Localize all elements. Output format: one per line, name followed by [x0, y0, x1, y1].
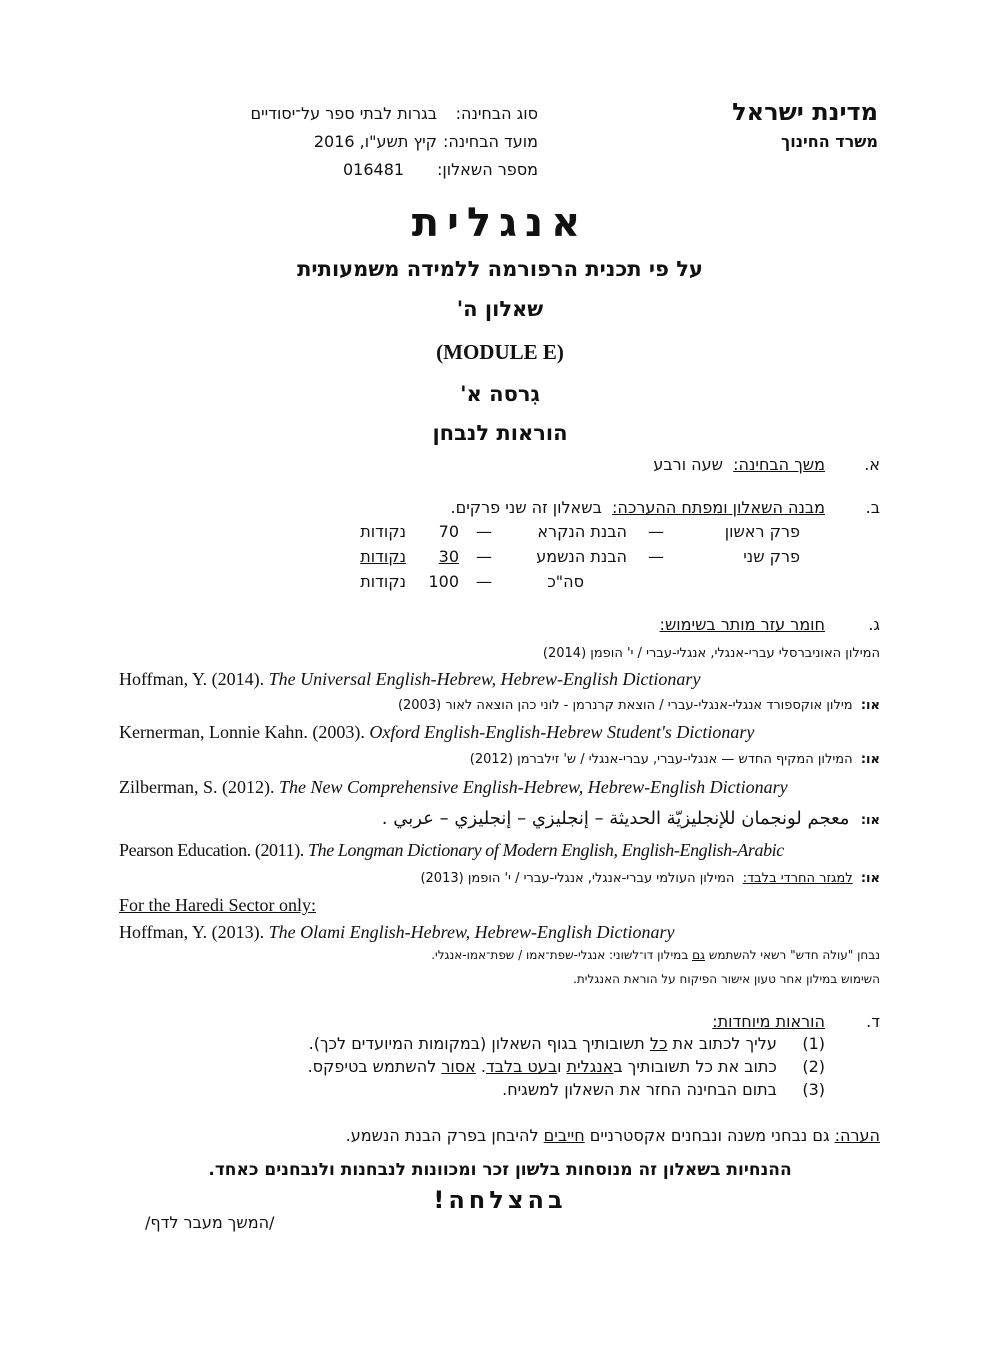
or-label: או: — [860, 871, 880, 886]
exam-type-value: בגרות לבתי ספר על־יסודיים — [250, 104, 437, 123]
dash: — — [648, 547, 664, 566]
dict-author: Hoffman, Y. (2014). — [119, 669, 265, 689]
points: 70 — [438, 522, 459, 541]
item-text: עליך לכתוב את — [667, 1034, 777, 1053]
points-unit: נקודות — [360, 547, 406, 566]
points-unit: נקודות — [360, 522, 406, 541]
part-desc: הבנת הנשמע — [536, 547, 627, 566]
dash: — — [648, 522, 664, 541]
list-item — [308, 1057, 825, 1076]
haredi-label: למגזר החרדי בלבד: — [742, 871, 853, 886]
note-text: נבחן "עולה חדש" רשאי להשתמש — [705, 948, 880, 962]
paper-title: שאלון ה' — [456, 297, 544, 321]
dict3-english — [119, 777, 788, 798]
dash: — — [476, 572, 492, 591]
item-emphasis: כל — [649, 1034, 668, 1053]
state-title: מדינת ישראל — [732, 98, 878, 126]
note-emphasis: חייבים — [543, 1126, 585, 1145]
part-desc: הבנת הנקרא — [537, 522, 627, 541]
item-text: . — [475, 1057, 487, 1076]
structure-label: מבנה השאלון ומפתח ההערכה: — [612, 498, 825, 517]
or-label: או: — [860, 813, 880, 828]
dict1-hebrew: המילון האוניברסלי עברי-אנגלי, אנגלי-עברי / י' הופמן (2014) — [542, 646, 880, 661]
duration-value: שעה ורבע — [653, 455, 723, 474]
dict-author: Kernerman, Lonnie Kahn. (2003). — [119, 722, 365, 742]
dict5-hebrew — [420, 871, 880, 886]
dict4-english — [119, 840, 784, 861]
section-b-letter: ב. — [865, 498, 880, 517]
points: 100 — [428, 572, 459, 591]
exam-date-value: קיץ תשע"ו, 2016 — [313, 132, 437, 151]
exam-date-label: מועד הבחינה: — [442, 132, 538, 151]
dict-author: Pearson Education. (2011). — [119, 840, 304, 860]
table-row — [0, 547, 1000, 573]
points-unit: נקודות — [360, 572, 406, 591]
dict3-hebrew — [470, 752, 880, 767]
or-label: או: — [860, 698, 880, 713]
part-name: פרק שני — [743, 547, 800, 566]
dict-author: Hoffman, Y. (2013). — [119, 922, 265, 942]
dict-title: The Universal English-Hebrew, Hebrew-English Dictionary — [268, 669, 701, 689]
note-label: הערה: — [834, 1126, 880, 1145]
dict-title: Oxford English-English-Hebrew Student's Dictionary — [369, 722, 755, 742]
item-number: (2) — [802, 1057, 825, 1076]
duration-label: משך הבחינה: — [733, 455, 825, 474]
dict-title: The New Comprehensive English-Hebrew, Hebrew-English Dictionary — [278, 777, 788, 797]
exam-type-label: סוג הבחינה: — [455, 104, 538, 123]
dict-title: The Olami English-Hebrew, Hebrew-English Dictionary — [268, 922, 675, 942]
dict5-english — [119, 922, 674, 943]
other-dictionary-note: השימוש במילון אחר טעון אישור הפיקוח על הוראת האנגלית. — [573, 972, 880, 986]
aids-label: חומר עזר מותר בשימוש: — [659, 615, 825, 634]
total-label: סה"כ — [547, 572, 584, 591]
section-a-letter: א. — [864, 455, 880, 474]
special-instructions-label: הוראות מיוחדות: — [712, 1012, 825, 1031]
note-text: גם נבחני משנה ונבחנים אקסטרניים — [584, 1126, 835, 1145]
dict-author: Zilberman, S. (2012). — [119, 777, 275, 797]
or-label: או: — [860, 752, 880, 767]
section-c-letter: ג. — [868, 615, 880, 634]
dict1-english — [119, 669, 700, 690]
section-a-line — [653, 455, 825, 474]
version-title: גִרסה א' — [460, 382, 540, 406]
dict2-english — [119, 722, 754, 743]
dash: — — [476, 547, 492, 566]
item-emphasis: בעט בלבד — [486, 1057, 558, 1076]
dict-hebrew-text: המילון העולמי עברי-אנגלי, אנגלי-עברי / י' הופמן (2013) — [420, 871, 735, 886]
table-row — [0, 572, 1000, 598]
note-text: במילון דו־לשוני: אנגלי-שפת־אמו / שפת־אמו-אנגלי. — [431, 948, 693, 962]
dict-arabic-text: معجم لونجمان للإنجليزيّة الحديثة – إنجليزي – إنجليزي – عربي . — [381, 808, 850, 829]
note-emphasis: גם — [692, 948, 706, 962]
part-name: פרק ראשון — [724, 522, 800, 541]
continue-note: /המשך מעבר לדף/ — [145, 1213, 275, 1232]
note-text: להיבחן בפרק הבנת הנשמע. — [345, 1126, 544, 1145]
structure-value: בשאלון זה שני פרקים. — [450, 498, 602, 517]
haredi-english-label: For the Haredi Sector only: — [119, 895, 316, 915]
item-text: להשתמש בטיפקס. — [307, 1057, 442, 1076]
item-text: ו — [557, 1057, 567, 1076]
module-title: (MODULE E) — [436, 340, 564, 364]
item-text: בתום הבחינה החזר את השאלון למשגיח. — [502, 1080, 777, 1099]
dict2-hebrew — [398, 698, 880, 713]
list-item — [502, 1080, 825, 1099]
list-item — [309, 1034, 825, 1053]
new-immigrant-note — [431, 948, 880, 962]
item-text: תשובותיך בגוף השאלון (במקומות המיועדים לכך). — [308, 1034, 650, 1053]
table-row — [0, 522, 1000, 548]
ministry-title: משרד החינוך — [781, 132, 878, 151]
dict4-arabic — [382, 808, 880, 829]
section-b-line — [451, 498, 825, 517]
dict-title: The Longman Dictionary of Modern English, English-English-Arabic — [308, 840, 784, 860]
item-number: (1) — [802, 1034, 825, 1053]
paper-number-label: מספר השאלון: — [436, 160, 538, 179]
item-number: (3) — [802, 1080, 825, 1099]
dict-hebrew-text: המילון המקיף החדש — אנגלי-עברי, עברי-אנגלי / ש' זילברמן (2012) — [469, 752, 853, 767]
dash: — — [476, 522, 492, 541]
points: 30 — [438, 547, 459, 566]
program-subtitle: על פי תכנית הרפורמה ללמידה משמעותית — [297, 257, 703, 281]
note-line — [346, 1126, 880, 1145]
good-luck: בהצלחה! — [433, 1186, 567, 1214]
item-emphasis: אסור — [441, 1057, 476, 1076]
instructions-title: הוראות לנבחן — [432, 421, 568, 445]
gender-note: ההנחיות בשאלון זה מנוסחות בלשון זכר ומכוונות לנבחנות ולנבחנים כאחד. — [208, 1160, 792, 1180]
item-text: כתוב את כל תשובותיך ב — [613, 1057, 777, 1076]
section-d-letter: ד. — [866, 1012, 880, 1031]
dict-hebrew-text: מילון אוקספורד אנגלי-אנגלי-עברי / הוצאת קרנרמן - לוני כהן הוצאה לאור (2003) — [397, 698, 853, 713]
paper-number-value: 016481 — [343, 160, 405, 179]
subject-title: אנגלית — [411, 200, 589, 246]
item-emphasis: אנגלית — [566, 1057, 614, 1076]
